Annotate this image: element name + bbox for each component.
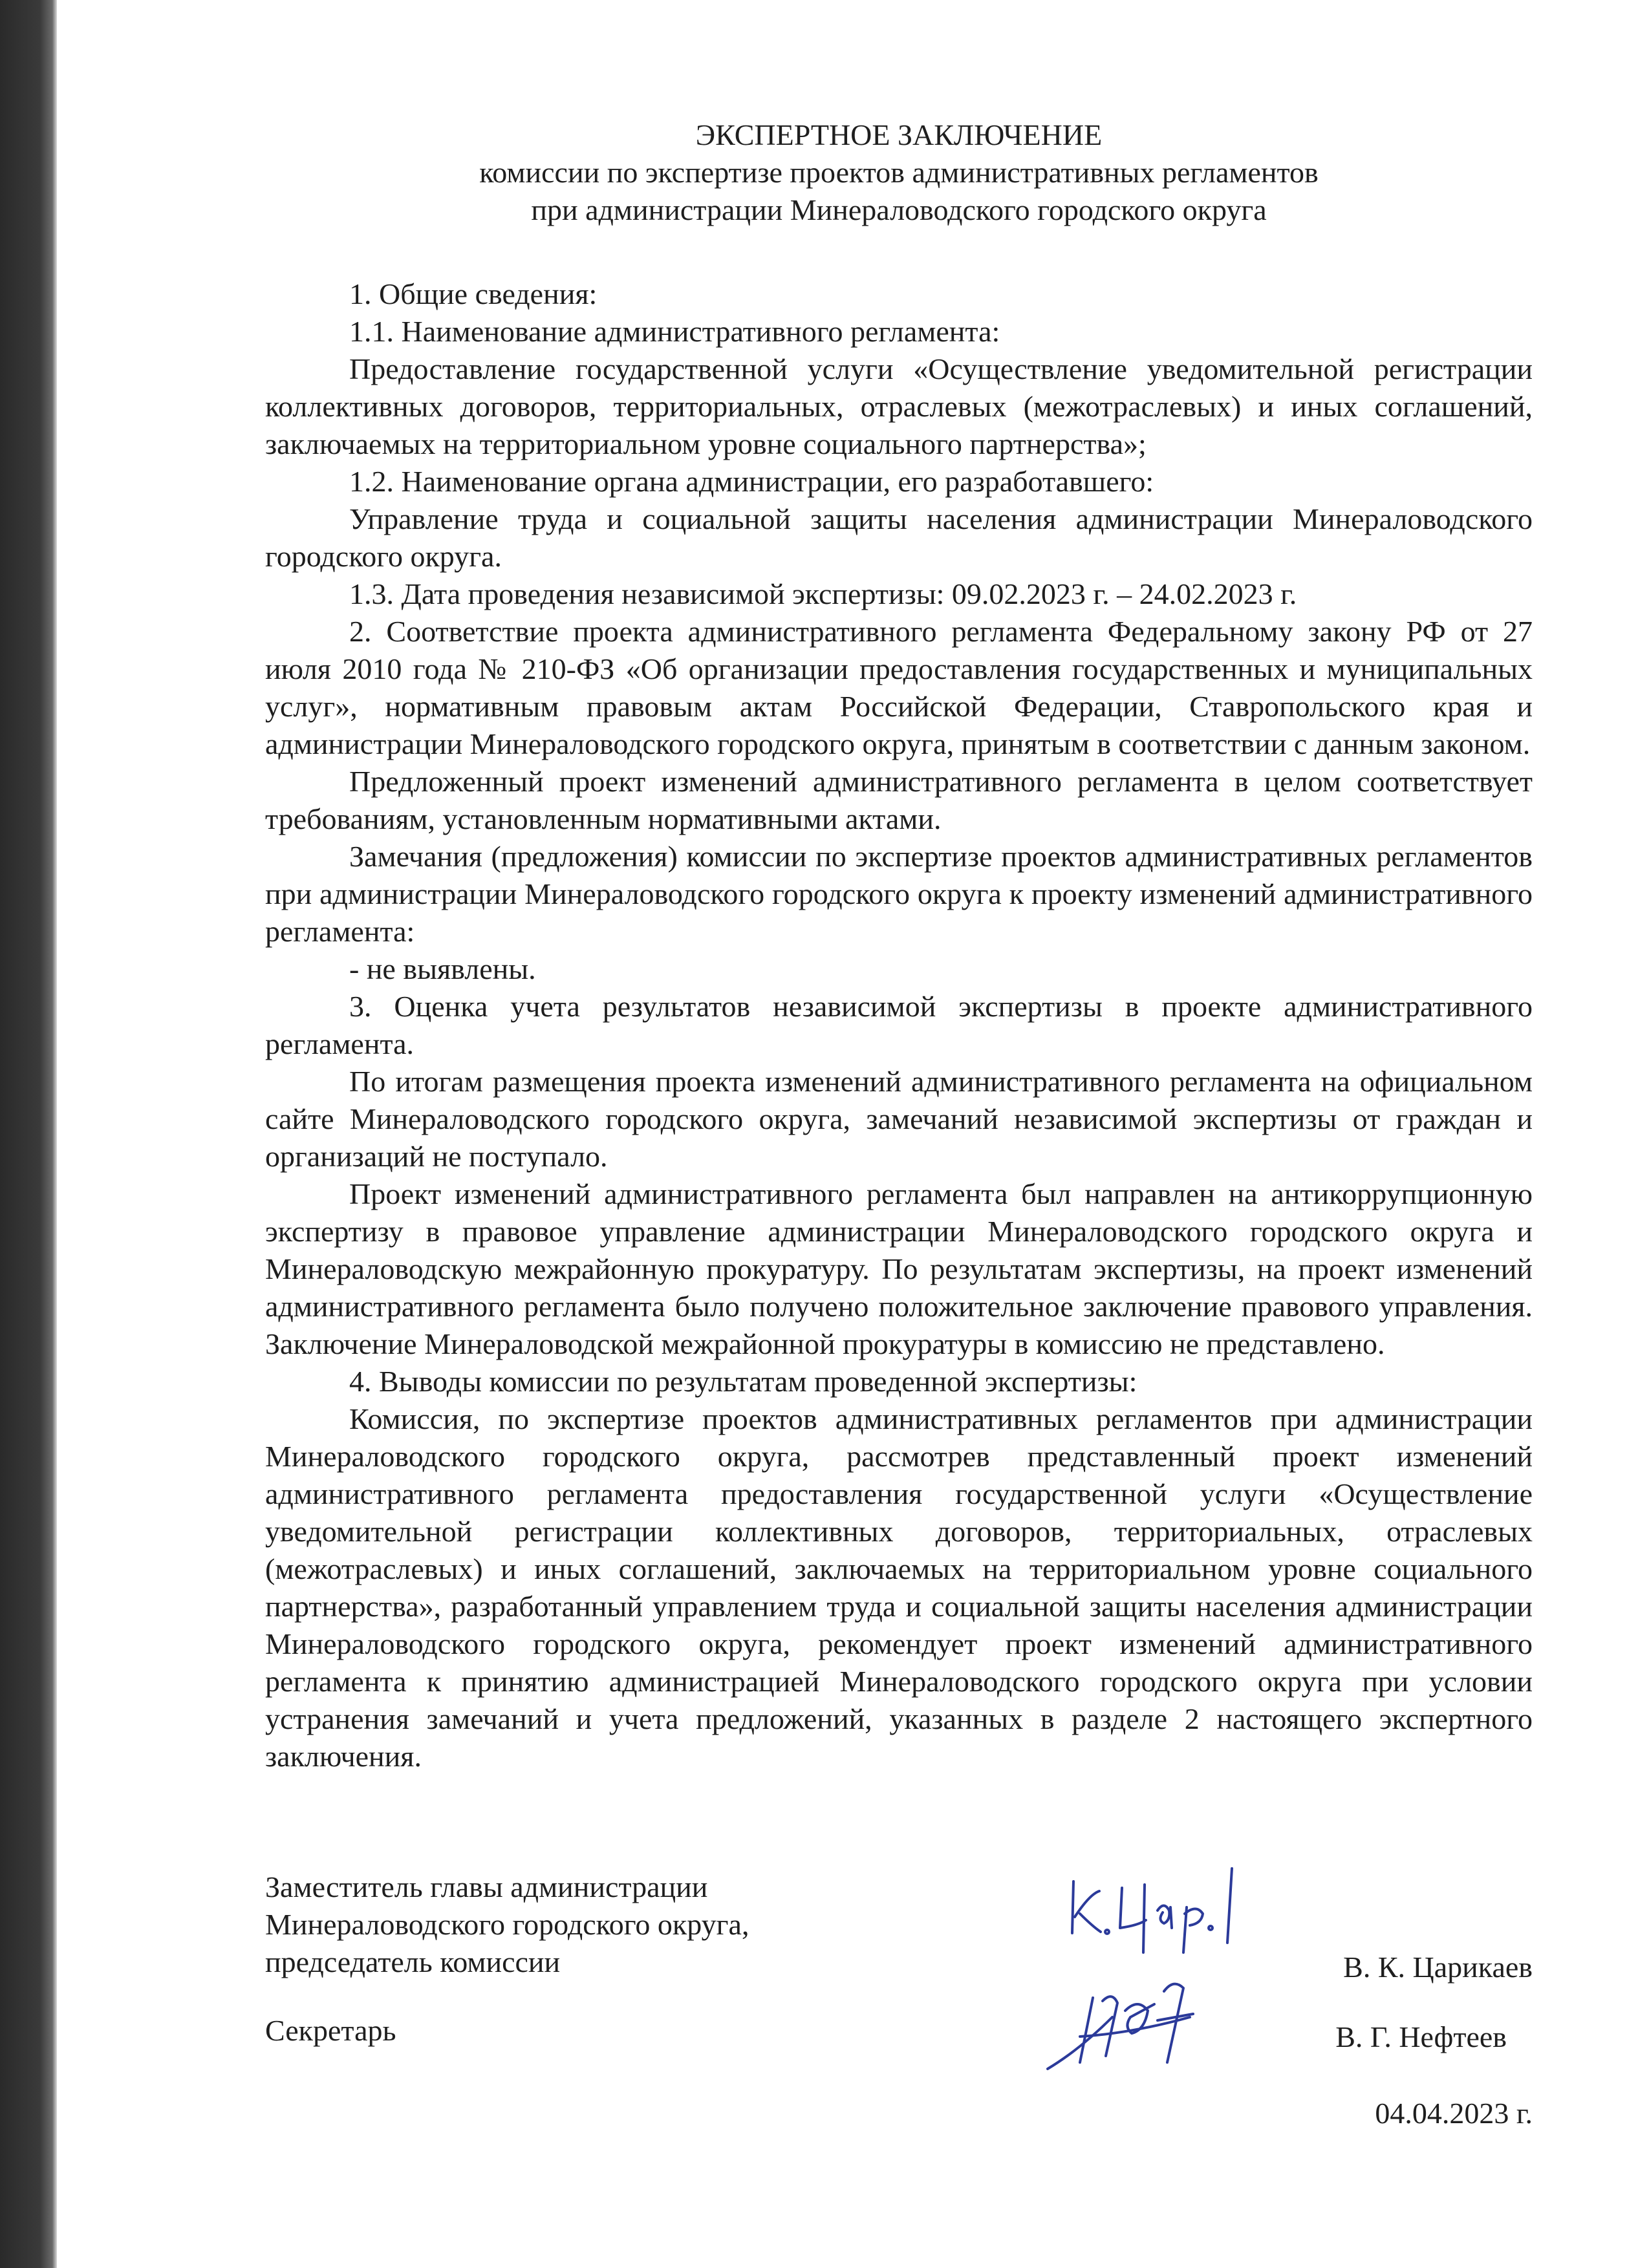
section-3-paragraph-1: По итогам размещения проекта изменений административного регламента на официальном сайте Минераловодского городского округа, замечаний независимой экспертизы от граждан и организаций не поступало. bbox=[265, 1065, 1533, 1173]
section-1-1-text: Предоставление государственной услуги «Осуществление уведомительной регистрации коллективных договоров, территориальных, отраслевых (межотраслевых) и иных соглашений, заключаемых на территориальном уровне социального партнерства»; bbox=[265, 352, 1533, 460]
section-1-3-text: 1.3. Дата проведения независимой экспертизы: 09.02.2023 г. – 24.02.2023 г. bbox=[349, 577, 1297, 610]
document-title: ЭКСПЕРТНОЕ ЗАКЛЮЧЕНИЕ bbox=[695, 118, 1103, 151]
section-1-1-heading: 1.1. Наименование административного регламента: bbox=[349, 315, 1000, 348]
signature-block bbox=[265, 1868, 1533, 2166]
section-3-paragraph-2: Проект изменений административного регламента был направлен на антикоррупционную экспертизу в правовое управление администрации Минераловодского городского округа и Минераловодскую межрайонную прокуратуру. По результатам экспертизы, на проект изменений административного регламента было получено положительное заключение правового управления. Заключение Минераловодской межрайонной прокуратуры в комиссию не представлено. bbox=[265, 1177, 1533, 1360]
section-1-heading: 1. Общие сведения: bbox=[349, 277, 598, 310]
secretary-signature-icon bbox=[1041, 1972, 1209, 2082]
chairman-position bbox=[265, 1868, 749, 1981]
section-4-heading: 4. Выводы комиссии по результатам проведенной экспертизы: bbox=[349, 1365, 1137, 1398]
section-2-paragraph-2: Замечания (предложения) комиссии по экспертизе проектов административных регламентов при администрации Минераловодского городского округа к проекту изменений административного регламента: bbox=[265, 840, 1533, 948]
chairman-signature-icon bbox=[1061, 1856, 1255, 1959]
chairman-position-line2: Минераловодского городского округа, bbox=[265, 1908, 749, 1941]
section-2-paragraph-3: - не выявлены. bbox=[349, 952, 536, 985]
section-2-paragraph-1: Предложенный проект изменений административного регламента в целом соответствует требованиям, установленным нормативными актами. bbox=[265, 765, 1533, 835]
scan-edge-shadow bbox=[0, 0, 57, 2268]
section-4-paragraph-1: Комиссия, по экспертизе проектов административных регламентов при администрации Минераловодского городского округа, рассмотрев представленный проект изменений административного регламента предоставления государственной услуги «Осуществление уведомительной регистрации коллективных договоров, территориальных, отраслевых (межотраслевых) и иных соглашений, заключаемых на территориальном уровне социального партнерства», разработанный управлением труда и социальной защиты населения администрации Минераловодского городского округа, рекомендует проект изменений административного регламента к принятию администрацией Минераловодского городского округа при условии устранения замечаний и учета предложений, указанных в разделе 2 настоящего экспертного заключения. bbox=[265, 1402, 1533, 1773]
secretary-label: Секретарь bbox=[265, 2014, 396, 2047]
secretary-name: В. Г. Нефтеев bbox=[1335, 2020, 1507, 2053]
document-subtitle-line2: при администрации Минераловодского городского округа bbox=[531, 193, 1267, 226]
document-date: 04.04.2023 г. bbox=[1375, 2097, 1533, 2130]
section-1-2-heading: 1.2. Наименование органа администрации, его разработавшего: bbox=[349, 465, 1154, 498]
document-body bbox=[265, 116, 1533, 1775]
section-2-heading: 2. Соответствие проекта административного регламента Федеральному закону РФ от 27 июля 2010 года № 210-ФЗ «Об организации предоставления государственных и муниципальных услуг», нормативным правовым актам Российской Федерации, Ставропольского края и администрации Минераловодского городского округа, принятым в соответствии с данным законом. bbox=[265, 615, 1533, 760]
section-3-heading: 3. Оценка учета результатов независимой экспертизы в проекте административного регламента. bbox=[265, 990, 1533, 1060]
chairman-position-line3: председатель комиссии bbox=[265, 1945, 561, 1978]
section-1-2-text: Управление труда и социальной защиты населения администрации Минераловодского городского округа. bbox=[265, 502, 1533, 573]
chairman-position-line1: Заместитель главы администрации bbox=[265, 1870, 708, 1903]
chairman-name: В. К. Царикаев bbox=[1343, 1951, 1533, 1984]
document-subtitle-line1: комиссии по экспертизе проектов административных регламентов bbox=[479, 156, 1319, 189]
